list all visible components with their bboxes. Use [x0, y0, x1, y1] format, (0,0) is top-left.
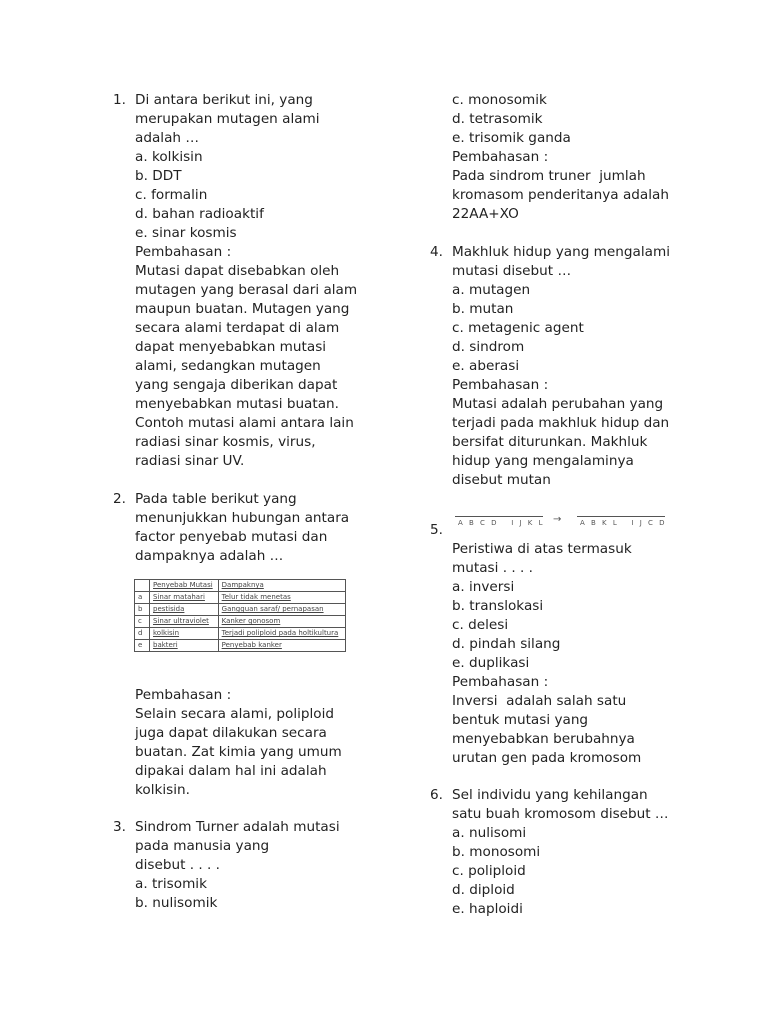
text-line: a. trisomik	[135, 876, 207, 892]
question-number: 1.	[113, 92, 126, 108]
table-cell: Sinar ultraviolet	[150, 616, 219, 628]
table-cell: e	[135, 640, 150, 652]
question-5	[452, 540, 641, 768]
text-line: c. metagenic agent	[452, 320, 584, 336]
text-line: d. sindrom	[452, 339, 525, 355]
question-3-continued	[452, 91, 669, 224]
text-line: maupun buatan. Mutagen yang	[135, 301, 350, 317]
table-cell: Penyebab kanker	[218, 640, 345, 652]
table-cell: Dampaknya	[218, 580, 345, 592]
text-line: disebut . . . .	[135, 857, 220, 873]
text-line: menunjukkan hubungan antara	[135, 510, 350, 526]
text-line: mutasi . . . .	[452, 560, 533, 576]
text-line: Pembahasan :	[135, 244, 232, 260]
chromosome-before: A B C D I J K L	[458, 519, 545, 527]
text-line: d. diploid	[452, 882, 515, 898]
text-line: Sindrom Turner adalah mutasi	[135, 819, 340, 835]
text-line: menyebabkan mutasi buatan.	[135, 396, 339, 412]
table-cell: Kanker gonosom	[218, 616, 345, 628]
text-line: menyebabkan berubahnya	[452, 731, 635, 747]
text-line: Selain secara alami, poliploid	[135, 706, 335, 722]
table-cell: Gangguan saraf/ pernapasan	[218, 604, 345, 616]
question-4	[430, 243, 670, 490]
text-line: 22AA+XO	[452, 206, 519, 222]
text-line: factor penyebab mutasi dan	[135, 529, 328, 545]
text-line: b. translokasi	[452, 598, 544, 614]
text-line: radiasi sinar kosmis, virus,	[135, 434, 316, 450]
chromosome-diagram	[455, 510, 665, 532]
text-line: Pembahasan :	[452, 149, 549, 165]
text-line: adalah …	[135, 130, 199, 146]
text-line: Mutasi dapat disebabkan oleh	[135, 263, 340, 279]
text-line: juga dapat dilakukan secara	[135, 725, 327, 741]
text-line: dapat menyebabkan mutasi	[135, 339, 327, 355]
text-line: e. haploidi	[452, 901, 523, 917]
question-6	[430, 786, 669, 919]
text-line: d. pindah silang	[452, 636, 561, 652]
text-line: mutasi disebut …	[452, 263, 572, 279]
text-line: Sel individu yang kehilangan	[452, 787, 648, 803]
text-line: Mutasi adalah perubahan yang	[452, 396, 664, 412]
table-row	[135, 628, 346, 640]
text-line: terjadi pada makhluk hidup dan	[452, 415, 670, 431]
text-line: radiasi sinar UV.	[135, 453, 245, 469]
question-text	[452, 540, 641, 768]
text-line: b. mutan	[452, 301, 514, 317]
table-cell: bakteri	[150, 640, 219, 652]
question-2	[113, 490, 350, 566]
text-line: c. monosomik	[452, 92, 547, 108]
text-line: kromasom penderitanya adalah	[452, 187, 669, 203]
text-line: dampaknya adalah …	[135, 548, 284, 564]
text-line: a. kolkisin	[135, 149, 203, 165]
table-row	[135, 640, 346, 652]
text-line: disebut mutan	[452, 472, 551, 488]
text-line: Peristiwa di atas termasuk	[452, 541, 632, 557]
text-line: e. duplikasi	[452, 655, 530, 671]
table-cell: d	[135, 628, 150, 640]
text-line: c. poliploid	[452, 863, 526, 879]
table-row	[135, 592, 346, 604]
table-cell: Penyebab Mutasi	[150, 580, 219, 592]
question-number: 6.	[430, 787, 443, 803]
question-text	[452, 91, 669, 224]
question-text	[135, 91, 357, 471]
text-line: urutan gen pada kromosom	[452, 750, 642, 766]
discussion-text	[135, 686, 342, 800]
table-row	[135, 580, 346, 592]
question-2-discussion	[135, 686, 342, 800]
question-number: 4.	[430, 244, 443, 260]
table-cell: kolkisin	[150, 628, 219, 640]
text-line: yang sengaja diberikan dapat	[135, 377, 338, 393]
table-cell: c	[135, 616, 150, 628]
text-line: b. monosomi	[452, 844, 541, 860]
text-line: c. formalin	[135, 187, 208, 203]
question-3	[113, 818, 340, 913]
question-text	[452, 786, 669, 919]
text-line: Pada sindrom truner jumlah	[452, 168, 646, 184]
text-line: Pembahasan :	[452, 377, 549, 393]
question-number: 5.	[430, 522, 443, 538]
text-line: buatan. Zat kimia yang umum	[135, 744, 342, 760]
text-line: alami, sedangkan mutagen	[135, 358, 321, 374]
text-line: merupakan mutagen alami	[135, 111, 320, 127]
text-line: a. mutagen	[452, 282, 531, 298]
table-cell: pestisida	[150, 604, 219, 616]
question-text	[135, 490, 349, 566]
question-1	[113, 91, 358, 471]
text-line: d. tetrasomik	[452, 111, 543, 127]
text-line: Inversi adalah salah satu	[452, 693, 627, 709]
question-number: 3.	[113, 819, 126, 835]
table-row	[135, 604, 346, 616]
text-line: dipakai dalam hal ini adalah	[135, 763, 327, 779]
text-line: b. nulisomik	[135, 895, 218, 911]
question-number: 2.	[113, 491, 126, 507]
text-line: e. trisomik ganda	[452, 130, 571, 146]
table-cell: a	[135, 592, 150, 604]
table-cell: Sinar matahari	[150, 592, 219, 604]
text-line: mutagen yang berasal dari alam	[135, 282, 358, 298]
table-cell	[135, 580, 150, 592]
table-cell: Telur tidak menetas	[218, 592, 345, 604]
text-line: Pada table berikut yang	[135, 491, 297, 507]
chromosome-after: A B K L I J C D	[580, 519, 667, 527]
text-line: kolkisin.	[135, 782, 190, 798]
text-line: b. DDT	[135, 168, 182, 184]
arrow-icon: →	[553, 514, 562, 525]
text-line: Pembahasan :	[452, 674, 549, 690]
text-line: a. inversi	[452, 579, 515, 595]
text-line: Makhluk hidup yang mengalami	[452, 244, 670, 260]
text-line: Di antara berikut ini, yang	[135, 92, 313, 108]
text-line: pada manusia yang	[135, 838, 270, 854]
text-line: e. aberasi	[452, 358, 520, 374]
text-line: bentuk mutasi yang	[452, 712, 589, 728]
text-line: bersifat diturunkan. Makhluk	[452, 434, 648, 450]
text-line: e. sinar kosmis	[135, 225, 237, 241]
text-line: d. bahan radioaktif	[135, 206, 264, 222]
text-line: secara alami terdapat di alam	[135, 320, 340, 336]
question-text	[135, 818, 340, 913]
text-line: hidup yang mengalaminya	[452, 453, 634, 469]
text-line: a. nulisomi	[452, 825, 527, 841]
table-cell: b	[135, 604, 150, 616]
table-cell: Terjadi poliploid pada holtikultura	[218, 628, 345, 640]
mutation-table	[134, 579, 346, 652]
text-line: Pembahasan :	[135, 687, 232, 703]
question-text	[452, 243, 670, 490]
text-line: satu buah kromosom disebut …	[452, 806, 669, 822]
text-line: Contoh mutasi alami antara lain	[135, 415, 354, 431]
table-row	[135, 616, 346, 628]
text-line: c. delesi	[452, 617, 509, 633]
